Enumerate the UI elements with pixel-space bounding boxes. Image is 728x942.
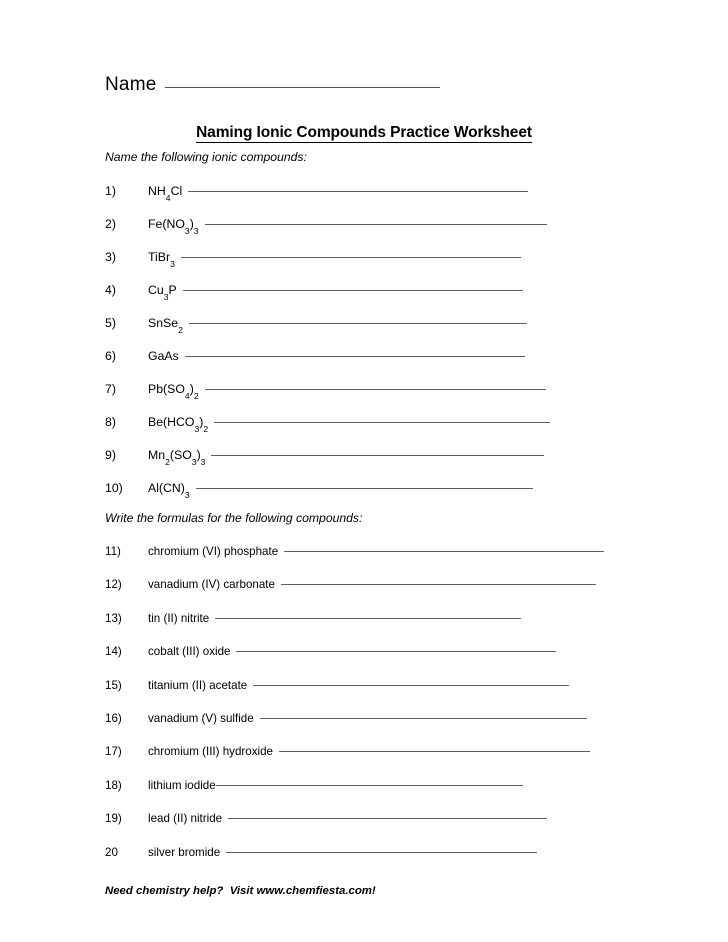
question-row <box>105 250 550 283</box>
question-number: 19) <box>105 812 122 826</box>
answer-blank[interactable] <box>236 651 556 652</box>
question-text: silver bromide <box>148 845 221 859</box>
name-field-label: Name <box>105 74 157 95</box>
question-number: 2) <box>105 217 116 231</box>
answer-blank[interactable] <box>226 852 537 853</box>
answer-blank[interactable] <box>205 224 547 225</box>
question-number: 16) <box>105 711 122 725</box>
question-number: 14) <box>105 645 122 659</box>
question-number: 11) <box>105 545 121 558</box>
answer-blank[interactable] <box>214 422 550 423</box>
question-row <box>105 349 550 382</box>
question-number: 7) <box>105 382 116 396</box>
answer-blank[interactable] <box>185 356 525 357</box>
answer-blank[interactable] <box>216 785 523 786</box>
question-number: 9) <box>105 448 116 462</box>
question-row <box>105 779 604 812</box>
question-row <box>105 812 604 845</box>
question-row <box>105 712 604 745</box>
question-number: 13) <box>105 611 122 625</box>
question-number: 1) <box>105 184 116 198</box>
answer-blank[interactable] <box>188 191 528 192</box>
question-text: lithium iodide <box>148 778 216 792</box>
answer-blank[interactable] <box>253 685 569 686</box>
section-1-instruction: Name the following ionic compounds: <box>105 150 307 164</box>
question-row <box>105 679 604 712</box>
answer-blank[interactable] <box>211 455 544 456</box>
question-text: $Be(HCO_3)_2$ <box>148 415 209 434</box>
question-text: SnSe$_2$ <box>148 316 183 335</box>
answer-blank[interactable] <box>228 818 547 819</box>
question-row <box>105 545 604 578</box>
question-row <box>105 316 550 349</box>
section-2-instruction: Write the formulas for the following compounds: <box>105 511 363 525</box>
question-number: 6) <box>105 349 116 363</box>
answer-blank[interactable] <box>215 618 521 619</box>
answer-blank[interactable] <box>181 257 521 258</box>
question-row <box>105 184 550 217</box>
question-row <box>105 283 550 316</box>
question-text: tin (II) nitrite <box>148 611 210 625</box>
question-text: TiBr$_3$ <box>148 250 175 269</box>
question-row <box>105 612 604 645</box>
question-number: 15) <box>105 678 122 692</box>
question-text: chromium (III) hydroxide <box>148 745 273 759</box>
question-text: vanadium (V) sulfide <box>148 711 254 725</box>
question-number: 20 <box>105 845 118 859</box>
question-row <box>105 448 550 481</box>
question-text: lead (II) nitride <box>148 812 223 826</box>
question-number: 12) <box>105 578 122 592</box>
answer-blank[interactable] <box>260 718 587 719</box>
question-text: titanium (II) acetate <box>148 678 248 692</box>
question-row <box>105 846 604 879</box>
question-text: $Fe(NO_3)_3$ <box>148 217 199 236</box>
question-text: chromium (VI) phosphate <box>148 545 279 558</box>
answer-blank[interactable] <box>284 551 604 552</box>
question-number: 5) <box>105 316 116 330</box>
question-number: 18) <box>105 778 122 792</box>
question-row <box>105 745 604 778</box>
question-text: $NH_4Cl$ <box>148 184 183 203</box>
question-row <box>105 645 604 678</box>
question-row <box>105 481 550 514</box>
question-row <box>105 217 550 250</box>
question-text: cobalt (III) oxide <box>148 645 231 659</box>
answer-blank[interactable] <box>281 584 596 585</box>
name-field-row <box>105 74 440 96</box>
question-number: 4) <box>105 283 116 297</box>
question-text: $Cu_3P$ <box>148 283 177 302</box>
answer-blank[interactable] <box>196 488 533 489</box>
footer-note: Need chemistry help? Visit www.chemfiesta.com! <box>105 885 376 897</box>
page-title-text: Naming Ionic Compounds Practice Worksheet <box>196 124 532 141</box>
question-text: $Pb(SO_4)_2$ <box>148 382 199 401</box>
question-text: $Al(CN)_3$ <box>148 481 190 500</box>
answer-blank[interactable] <box>189 323 527 324</box>
answer-blank[interactable] <box>183 290 523 291</box>
question-number: 10) <box>105 481 123 495</box>
section-2-question-list <box>105 545 604 879</box>
page-title <box>0 124 728 142</box>
question-row <box>105 382 550 415</box>
section-1-question-list <box>105 184 550 514</box>
answer-blank[interactable] <box>279 751 590 752</box>
question-row <box>105 578 604 611</box>
question-number: 8) <box>105 415 116 429</box>
name-field-blank[interactable] <box>165 87 440 88</box>
question-text: GaAs <box>148 349 179 363</box>
question-text: vanadium (IV) carbonate <box>148 578 275 592</box>
answer-blank[interactable] <box>205 389 546 390</box>
question-text: $Mn_2(SO_3)_3$ <box>148 448 206 467</box>
question-number: 17) <box>105 745 122 759</box>
question-number: 3) <box>105 250 116 264</box>
question-row <box>105 415 550 448</box>
